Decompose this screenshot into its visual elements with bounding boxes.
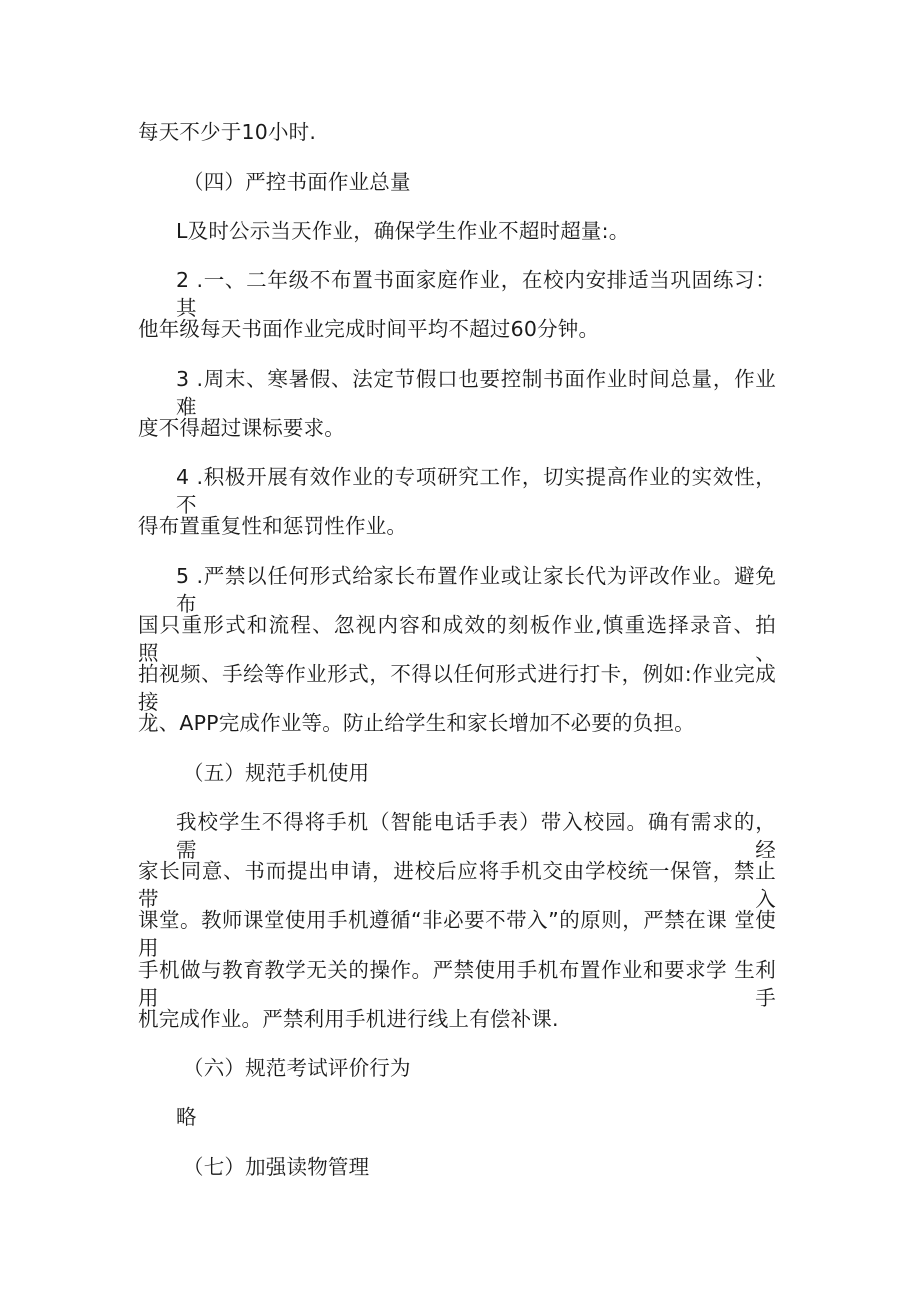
text-line: 4 .积极开展有效作业的专项研究工作，切实提高作业的实效性，不 — [176, 465, 776, 517]
text-line: 我校学生不得将手机（智能电话手表）带入校园。确有需求的，需 经 — [176, 810, 776, 862]
section-heading-6: （六）规范考试评价行为 — [183, 1056, 411, 1080]
text-line: 家长同意、书而提出申请，进校后应将手机交由学校统一保管，禁止 带入 — [138, 859, 776, 911]
section-heading-4: （四）严控书面作业总量 — [183, 170, 411, 194]
section-heading-5: （五）规范手机使用 — [183, 761, 370, 785]
text-line: 国只重形式和流程、忽视内容和成效的刻板作业,慎重选择录音、拍照、 — [138, 613, 776, 665]
text-line: 龙、APP完成作业等。防止给学生和家长增加不必要的负担。 — [138, 711, 695, 735]
text-line: 3 .周末、寒暑假、法定节假口也要控制书面作业时间总量，作业难 — [176, 367, 776, 419]
text-line: 机完成作业。严禁利用手机进行线上有偿补课. — [138, 1007, 559, 1031]
text-line: 得布置重复性和惩罚性作业。 — [138, 514, 408, 538]
text-line: 课堂。教师课堂使用手机遵循“非必要不带入”的原则，严禁在课 堂使用 — [138, 908, 776, 960]
text-line: 2 .一、二年级不布置书面家庭作业，在校内安排适当巩固练习：其 — [176, 268, 776, 320]
text-line: 手机做与教育教学无关的操作。严禁使用手机布置作业和要求学 生利用手 — [138, 958, 776, 1010]
text-line: 略 — [176, 1105, 197, 1129]
section-heading-7: （七）加强读物管理 — [183, 1155, 370, 1179]
text-line: 拍视频、手绘等作业形式，不得以任何形式进行打卡，例如:作业完成 接 — [138, 662, 776, 714]
text-line: L及时公示当天作业，确保学生作业不超时超量:。 — [176, 219, 630, 243]
text-line: 5 .严禁以任何形式给家长布置作业或让家长代为评改作业。避免布 — [176, 564, 776, 616]
text-line: 度不得超过课标要求。 — [138, 416, 345, 440]
text-line: 每天不少于10小时. — [138, 120, 317, 144]
text-line: 他年级每天书面作业完成时间平均不超过60分钟。 — [138, 317, 600, 341]
